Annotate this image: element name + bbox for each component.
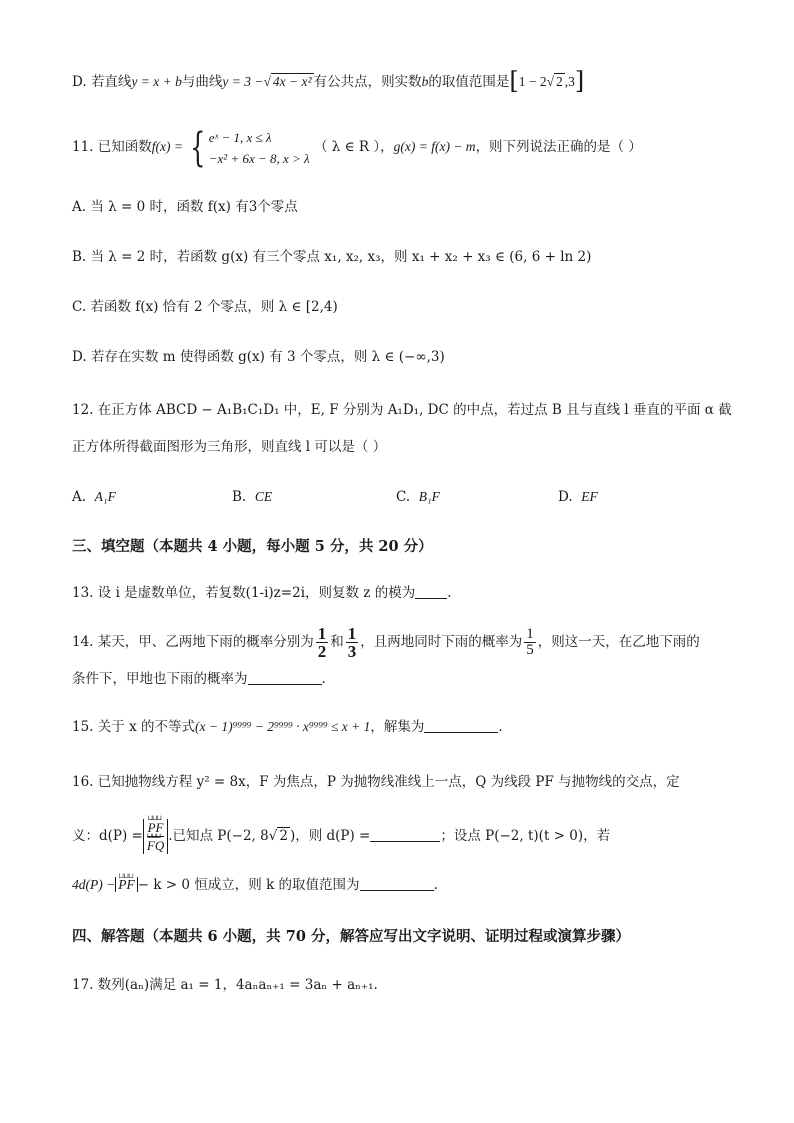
answer-blank[interactable] — [415, 584, 447, 599]
fraction-third — [346, 625, 359, 660]
function-head: f(x) = — [151, 139, 183, 154]
question-text-end: . — [321, 671, 326, 687]
section-3-heading: 三、填空题（本题共 4 小题，每小题 5 分，共 20 分） — [72, 538, 433, 555]
question-number: 15. — [72, 719, 94, 735]
vector-fq: ⊔⊔⊔ FQ — [147, 837, 164, 854]
question-number: 13. — [72, 585, 94, 601]
curve-eq-radicand: 4x − x² — [272, 74, 312, 89]
denominator: 5 — [526, 642, 534, 658]
question-text-tail: ，则下列说法正确的是（ ） — [475, 139, 642, 155]
question-text: ，解集为 — [370, 719, 425, 735]
q11-option-a — [72, 196, 724, 218]
option-text: 若函数 f(x) 恰有 2 个零点，则 λ ∈ [2,4) — [90, 299, 338, 315]
question-text-end: . — [447, 585, 452, 601]
option-label: B. — [232, 489, 247, 505]
option-text: B₁F — [418, 489, 440, 504]
section-4-heading: 四、解答题（本题共 6 小题，共 70 分，解答应写出文字说明、证明过程或演算步骤） — [72, 928, 630, 945]
question-text: 和 — [330, 634, 344, 650]
option-text: 当 λ = 0 时，函数 f(x) 有3个零点 — [90, 199, 298, 215]
q16-line2: 义：d(P) = ⊔⊔⊔ PF ⊔⊔⊔ FQ .已知点 P(−2, 8√ 2 )，则 d(P) = ；设点 P(−2, t)(t > 0)，若 — [72, 814, 724, 858]
question-text: 条件下，甲地也下雨的概率为 — [72, 671, 248, 687]
q12-option-d — [558, 486, 598, 508]
curve-equation: y = 3 −√ 4x − x² — [222, 74, 312, 89]
question-text: 义：d(P) = — [72, 828, 143, 844]
inequality: (x − 1)⁹⁹⁹⁹ − 2⁹⁹⁹⁹ · x⁹⁹⁹⁹ ≤ x + 1 — [194, 719, 371, 734]
option-text: 若存在实数 m 使得函数 g(x) 有 3 个零点，则 λ ∈ (−∞,3) — [90, 349, 445, 365]
condition: （ λ ∈ R ）， — [313, 139, 394, 155]
question-number: 12. — [72, 402, 94, 418]
question-text: ；设点 P(−2, t)(t > 0)，若 — [440, 828, 611, 844]
q17 — [72, 974, 724, 996]
q12-stem-line1 — [72, 399, 732, 421]
numerator: 1 — [347, 624, 357, 643]
question-text: )，则 d(P) = — [289, 828, 371, 844]
question-number: 16. — [72, 774, 94, 790]
question-text: .已知点 P(−2, 8 — [168, 828, 269, 844]
q16-line1 — [72, 771, 724, 793]
option-label: D. — [72, 74, 87, 90]
option-label: D. — [72, 349, 87, 365]
question-text-end: . — [433, 877, 438, 893]
option-text: 有公共点，则实数 — [313, 74, 422, 90]
curve-eq-prefix: y = 3 − — [222, 74, 264, 89]
question-text: 已知函数 — [97, 139, 152, 155]
case-1: eˣ − 1, x ≤ λ — [208, 129, 272, 145]
radicand: 2 — [279, 828, 288, 844]
option-text: 若直线 — [90, 74, 132, 90]
q12-stem-line2 — [72, 436, 724, 458]
question-text-end: . — [498, 719, 503, 735]
question-number: 17. — [72, 977, 94, 993]
option-text: CE — [254, 489, 273, 504]
vector-pf: ⊔⊔⊔ PF — [118, 874, 135, 896]
question-text: 数列(aₙ)满足 a₁ = 1，4aₙaₙ₊₁ = 3aₙ + aₙ₊₁. — [97, 977, 378, 993]
q11-option-d — [72, 346, 724, 368]
q14-line1 — [72, 622, 724, 662]
question-text: 在正方体 ABCD − A₁B₁C₁D₁ 中，E, F 分别为 A₁D₁, DC 的中点，若过点 B 且与直线 l 垂直的平面 α 截 — [97, 402, 732, 418]
piecewise-function: { eˣ − 1, x ≤ λ −x² + 6x − 8, x > λ — [190, 124, 310, 171]
q12-option-b — [232, 486, 272, 508]
answer-blank[interactable] — [248, 670, 322, 685]
q14-line2 — [72, 668, 724, 690]
q12-option-a — [72, 486, 116, 508]
numerator: 1 — [317, 624, 327, 643]
q12-option-c — [396, 486, 440, 508]
option-label: A. — [72, 489, 87, 505]
question-text: ，且两地同时下雨的概率为 — [360, 634, 523, 650]
question-text: 关于 x 的不等式 — [97, 719, 195, 735]
question-number: 14. — [72, 634, 94, 650]
abs-vector — [115, 877, 138, 892]
range-end: ,3 — [564, 74, 575, 89]
answer-blank[interactable] — [360, 876, 434, 891]
case-2: −x² + 6x − 8, x > λ — [208, 150, 310, 166]
fraction-fifth — [524, 627, 536, 658]
q12-options — [72, 486, 724, 508]
option-text: 的取值范围是 — [428, 74, 510, 90]
option-label: C. — [72, 299, 87, 315]
range-radicand: 2 — [556, 74, 563, 89]
range-start: 1 − 2 — [518, 74, 547, 89]
option-text: 当 λ = 2 时，若函数 g(x) 有三个零点 x₁, x₂, x₃，则 x₁ + x₂ + x₃ ∈ (6, 6 + ln 2) — [90, 249, 592, 265]
line-equation: y = x + b — [131, 74, 182, 89]
q11-option-b — [72, 246, 724, 268]
question-text: ，则这一天，在乙地下雨的 — [537, 634, 700, 650]
numerator: 1 — [526, 626, 534, 642]
option-text: A₁F — [94, 489, 116, 504]
q11-stem — [72, 124, 724, 170]
denominator: 3 — [347, 642, 357, 661]
vector-pf: ⊔⊔⊔ PF — [148, 819, 164, 836]
denominator: 2 — [317, 642, 327, 661]
question-text: 某天，甲、乙两地下雨的概率分别为 — [97, 634, 314, 650]
option-label: A. — [72, 199, 87, 215]
question-number: 11. — [72, 139, 94, 155]
q16-line3 — [72, 874, 724, 896]
abs-fraction — [143, 819, 168, 854]
question-text: 已知抛物线方程 y² = 8x，F 为焦点，P 为抛物线准线上一点，Q 为线段 PF 与抛物线的交点，定 — [97, 774, 680, 790]
range-expression: [1 − 2√ 2 ,3] — [509, 67, 585, 95]
option-label: C. — [396, 489, 411, 505]
question-text: 设 i 是虚数单位，若复数(1-i)z=2i，则复数 z 的模为 — [97, 585, 416, 601]
option-text: 与曲线 — [181, 74, 223, 90]
option-label: D. — [558, 489, 573, 505]
question-text: − k > 0 恒成立，则 k 的取值范围为 — [137, 877, 360, 893]
q11-option-c — [72, 296, 724, 318]
expression: 4d(P) − — [72, 877, 116, 892]
option-label: B. — [72, 249, 87, 265]
q10-option-d — [72, 67, 724, 95]
g-definition: g(x) = f(x) − m — [393, 139, 476, 154]
q15 — [72, 716, 724, 738]
variable-b: b — [421, 74, 429, 89]
option-text: EF — [581, 489, 598, 504]
fraction-half — [316, 625, 329, 660]
question-text: 正方体所得截面图形为三角形，则直线 l 可以是（ ） — [72, 439, 387, 455]
answer-blank[interactable] — [424, 718, 498, 733]
q13 — [72, 582, 724, 604]
answer-blank[interactable] — [370, 827, 440, 842]
